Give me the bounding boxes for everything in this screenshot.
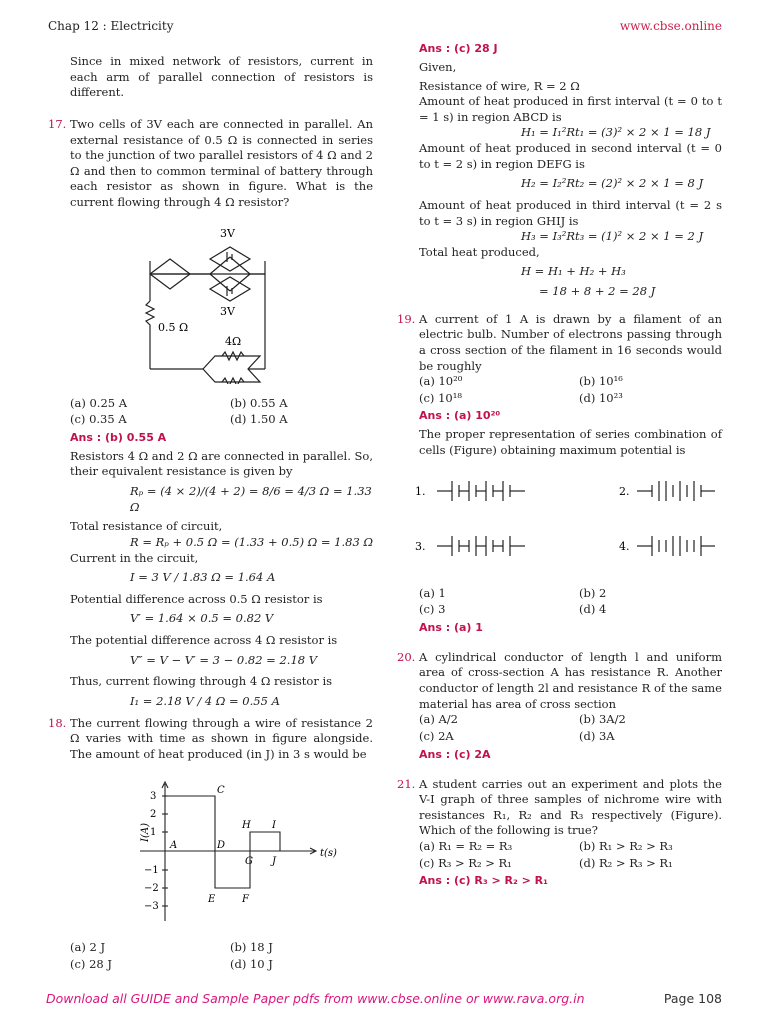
q17-sol-line6: Thus, current flowing through 4 Ω resistor is — [70, 674, 333, 689]
fig-voltage-top: 3V — [220, 226, 235, 240]
fig-resistor-4: 4Ω — [225, 334, 242, 348]
q19-options — [419, 374, 722, 406]
ytick-neg1: −1 — [144, 865, 159, 877]
q20-answer: Ans : (c) 2A — [419, 747, 491, 761]
q19b-answer: Ans : (a) 1 — [419, 620, 483, 634]
q17-sol-line1: Resistors 4 Ω and 2 Ω are connected in parallel. So, their equivalent resistance is given by — [70, 448, 373, 479]
combo-label-1: 1. — [415, 484, 426, 498]
point-C: C — [217, 785, 225, 797]
q18-resistance: Resistance of wire, R = 2 Ω — [419, 78, 580, 93]
question-18 — [48, 716, 373, 973]
point-J: J — [272, 856, 277, 868]
q17-circuit-figure — [70, 219, 370, 384]
question-17 — [48, 117, 373, 710]
fig-voltage-bottom: 3V — [220, 304, 235, 318]
q20-number: 20. — [397, 649, 416, 664]
q17-eq2: R = Rₚ + 0.5 Ω = (1.33 + 0.5) Ω = 1.83 Ω — [130, 534, 373, 549]
q17-option-a[interactable]: (a) 0.25 A — [70, 395, 128, 410]
q17-option-c[interactable]: (c) 0.35 A — [70, 412, 127, 427]
combo-label-3: 3. — [415, 539, 426, 553]
q17-eq4: V′ = 1.64 × 0.5 = 0.82 V — [130, 611, 274, 626]
point-E: E — [208, 894, 216, 906]
q17-sol-line5: The potential difference across 4 Ω resistor is — [70, 633, 338, 648]
q17-number: 17. — [48, 116, 67, 131]
q18-h2: H₂ = I₂²Rt₂ = (2)² × 2 × 1 = 8 J — [521, 176, 704, 191]
q19-cells-text: The proper representation of series combination of cells (Figure) obtaining maximum potential is — [419, 427, 722, 458]
q20-option-d[interactable]: (d) 3A — [579, 728, 615, 743]
point-G: G — [245, 856, 253, 868]
q18-option-c[interactable]: (c) 28 J — [70, 957, 112, 972]
q21-option-a[interactable]: (a) R₁ = R₂ = R₃ — [419, 839, 513, 854]
q17-eq3: I = 3 V / 1.83 Ω = 1.64 A — [130, 570, 276, 585]
q20-option-b[interactable]: (b) 3A/2 — [579, 712, 626, 727]
q18-answer: Ans : (c) 28 J — [419, 42, 498, 55]
q18-current-time-graph — [70, 776, 370, 926]
q19-option-b[interactable]: (b) 10¹⁶ — [579, 374, 623, 389]
q18-interval1-text: Amount of heat produced in first interval (t = 0 to t = 1 s) in region ABCD is — [419, 94, 722, 124]
combo-label-4: 4. — [619, 539, 630, 553]
q20-option-c[interactable]: (c) 2A — [419, 728, 454, 743]
q18-options — [70, 940, 373, 972]
x-axis-label: t(s) — [320, 848, 337, 860]
q18-option-b[interactable]: (b) 18 J — [230, 940, 273, 955]
right-column — [397, 42, 722, 889]
combo-label-2: 2. — [619, 484, 630, 498]
q19b-option-c[interactable]: (c) 3 — [419, 602, 446, 617]
q19-option-a[interactable]: (a) 10²⁰ — [419, 374, 463, 389]
q21-option-c[interactable]: (c) R₃ > R₂ > R₁ — [419, 855, 512, 870]
q21-number: 21. — [397, 776, 416, 791]
q19-number: 19. — [397, 311, 416, 326]
q19b-option-d[interactable]: (d) 4 — [579, 602, 607, 617]
question-20 — [397, 650, 722, 763]
point-H: H — [242, 820, 251, 832]
q21-text: A student carries out an experiment and plots the V-I graph of three samples of nichrome wire with resistances R₁, R₂ and R₃ respectively (Figure). Which of the following is true? — [419, 776, 722, 838]
q18-text: The current flowing through a wire of resistance 2 Ω varies with time as shown in figure alongside. The amount of heat produced (in J) in 3 s would be — [70, 715, 373, 761]
q20-options — [419, 712, 722, 744]
ytick-neg2: −2 — [144, 883, 159, 895]
question-19 — [397, 312, 722, 636]
y-axis-label: I(A) — [140, 823, 151, 843]
q17-eq1: Rₚ = (4 × 2)/(4 + 2) = 8/6 = 4/3 Ω = 1.33 Ω — [130, 484, 372, 514]
point-I: I — [272, 820, 276, 832]
q18-total-text: Total heat produced, — [419, 244, 540, 259]
q19-option-d[interactable]: (d) 10²³ — [579, 390, 623, 405]
q18-total-eq1: H = H₁ + H₂ + H₃ — [521, 264, 626, 279]
q21-options — [419, 839, 722, 871]
q18-solution — [397, 42, 722, 300]
q17-answer: Ans : (b) 0.55 A — [70, 430, 167, 444]
q19-text: A current of 1 A is drawn by a filament of an electric bulb. Number of electrons passing through a cross section of the filament in 16 seconds would be roughly — [419, 311, 722, 373]
q19-option-c[interactable]: (c) 10¹⁸ — [419, 390, 462, 405]
cell-combinations-figure — [397, 463, 722, 578]
point-A: A — [170, 840, 178, 852]
q18-h3: H₃ = I₃²Rt₃ = (1)² × 2 × 1 = 2 J — [521, 229, 704, 244]
q18-total-eq2: = 18 + 8 + 2 = 28 J — [539, 284, 656, 299]
site-link[interactable]: www.cbse.online — [619, 19, 722, 33]
ytick-2: 2 — [150, 809, 157, 821]
q21-option-b[interactable]: (b) R₁ > R₂ > R₃ — [579, 839, 673, 854]
q18-option-d[interactable]: (d) 10 J — [230, 957, 273, 972]
question-21 — [397, 777, 722, 890]
q18-h1: H₁ = I₁²Rt₁ = (3)² × 2 × 1 = 18 J — [521, 125, 711, 140]
ytick-1: 1 — [150, 827, 157, 839]
q18-given: Given, — [419, 59, 457, 74]
q18-option-a[interactable]: (a) 2 J — [70, 940, 106, 955]
q17-sol-line2: Total resistance of circuit, — [70, 519, 223, 534]
q19b-options — [419, 586, 722, 618]
q17-option-d[interactable]: (d) 1.50 A — [230, 412, 288, 427]
point-D: D — [217, 840, 226, 852]
q19b-option-a[interactable]: (a) 1 — [419, 585, 446, 600]
q17-eq6: I₁ = 2.18 V / 4 Ω = 0.55 A — [130, 693, 280, 708]
q19-answer: Ans : (a) 10²⁰ — [419, 409, 501, 423]
q20-option-a[interactable]: (a) A/2 — [419, 712, 458, 727]
page-number: Page 108 — [663, 991, 722, 1006]
point-F: F — [242, 894, 249, 906]
q21-option-d[interactable]: (d) R₂ > R₃ > R₁ — [579, 855, 673, 870]
q18-number: 18. — [48, 715, 67, 730]
q17-options — [70, 396, 373, 428]
ytick-neg3: −3 — [144, 901, 159, 913]
ytick-3: 3 — [150, 791, 157, 803]
q17-sol-line3: Current in the circuit, — [70, 550, 199, 565]
q18-interval2-text: Amount of heat produced in second interval (t = 0 to t = 2 s) in region DEFG is — [419, 141, 722, 171]
intro-text: Since in mixed network of resistors, current in each arm of parallel connection of resistors is different. — [70, 54, 373, 100]
q20-text: A cylindrical conductor of length l and uniform area of cross-section A has resistance R. Another conductor of length 2l and resistance R of the same material has area of cross section — [419, 649, 722, 711]
download-footer-link[interactable]: Download all GUIDE and Sample Paper pdfs from www.cbse.online or www.rava.org.in — [46, 991, 585, 1006]
chapter-title: Chap 12 : Electricity — [48, 19, 174, 33]
q17-text: Two cells of 3V each are connected in parallel. An external resistance of 0.5 Ω is connected in series to the junction of two parallel resistors of 4 Ω and 2 Ω and then to common terminal of battery through each resistor as shown in figure. What is the current flowing through 4 Ω resistor? — [70, 116, 373, 209]
q17-option-b[interactable]: (b) 0.55 A — [230, 395, 288, 410]
q17-sol-line4: Potential difference across 0.5 Ω resistor is — [70, 591, 323, 606]
q21-answer: Ans : (c) R₃ > R₂ > R₁ — [419, 874, 548, 888]
fig-resistor-05: 0.5 Ω — [158, 320, 189, 334]
q17-eq5: V″ = V − V′ = 3 − 0.82 = 2.18 V — [130, 652, 318, 667]
q18-interval3-text: Amount of heat produced in third interval (t = 2 s to t = 3 s) in region GHIJ is — [419, 197, 722, 228]
q19b-option-b[interactable]: (b) 2 — [579, 585, 607, 600]
left-column — [48, 42, 373, 973]
